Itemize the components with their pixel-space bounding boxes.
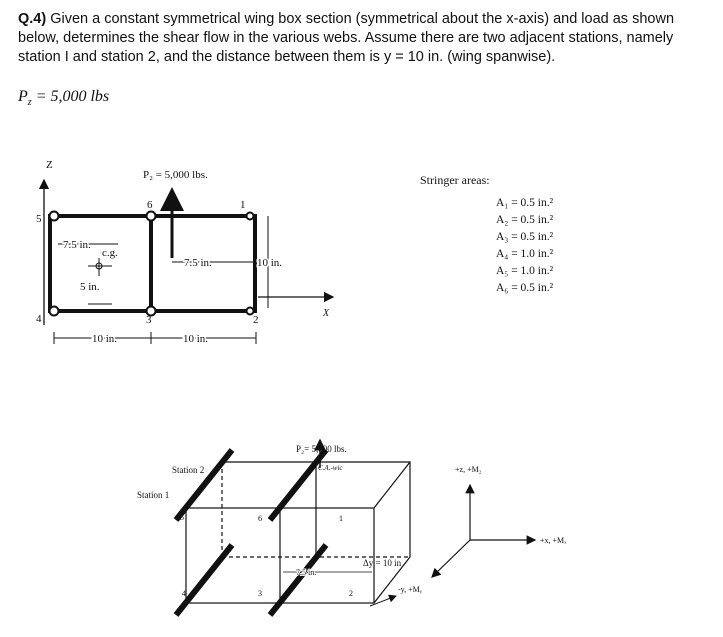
iso-x-label: +x, +Mₓ [540, 536, 567, 545]
node-6: 6 [147, 199, 153, 211]
dim-10-vertical: 10 in. [257, 257, 283, 269]
svg-text:4: 4 [182, 589, 186, 598]
load-line: $P_z = 5,000$ lbs [18, 88, 110, 109]
stringer-6 [147, 212, 156, 221]
isometric-view [137, 440, 567, 615]
svg-text:6: 6 [258, 514, 262, 523]
svg-text:5: 5 [180, 513, 184, 522]
question-body: Given a constant symmetrical wing box section (symmetrical about the x-axis) and load as shown below, determines the shear flow in the various webs. Assume there are two adjacent stations, namely station I and station 2, and the distance between them is y = 10 in. (wing spanwise). [18, 11, 675, 65]
svg-text:1: 1 [339, 514, 343, 523]
stringer-1 [247, 213, 254, 220]
iso-stringer-5 [176, 450, 232, 520]
node-3: 3 [146, 314, 152, 326]
stringer-area-5: A₅ = 1.0 in.² [496, 265, 554, 277]
iso-stringer-6 [270, 450, 326, 520]
x-axis-label: X [323, 308, 330, 319]
iso-y-label: -y, +Mᵧ [398, 585, 422, 594]
stringer-area-4: A₄ = 1.0 in.² [496, 248, 554, 260]
iso-stringer-3 [270, 545, 326, 615]
question-number: Q.4) [18, 11, 47, 27]
iso-load-note: C.A.-wic [318, 464, 343, 472]
iso-dim-7-5: 7.5 in. [296, 568, 317, 577]
iso-z-label: +z, +M₂ [455, 465, 482, 474]
stringer-area-6: A₆ = 0.5 in.² [496, 282, 554, 294]
node-5: 5 [36, 213, 42, 225]
iso-y-axis [432, 540, 470, 577]
iso-load-label: P₂= 5,000 lbs. [296, 444, 347, 454]
stringer-area-2: A₂ = 0.5 in.² [496, 214, 554, 226]
svg-text:3: 3 [258, 589, 262, 598]
svg-text:2: 2 [349, 589, 353, 598]
cross-section [36, 159, 333, 345]
stringer-4 [50, 307, 59, 316]
dim-7-5-left: 7.5 in. [63, 239, 91, 251]
stringer-5 [50, 212, 59, 221]
dim-7-5-mid: 7.5 in. [184, 257, 212, 269]
iso-delta-y: Δy = 10 in [363, 558, 402, 568]
load-label: P₂ = 5,000 lbs. [143, 169, 208, 181]
dim-10-b: 10 in. [183, 333, 209, 345]
station-2-label: Station 2 [172, 465, 205, 475]
stringer-title: Stringer areas: [420, 173, 490, 187]
dim-5: 5 in. [80, 281, 100, 293]
station-1-label: Station 1 [137, 490, 170, 500]
node-1: 1 [240, 199, 246, 211]
dim-10-a: 10 in. [92, 333, 118, 345]
stringer-area-3: A₃ = 0.5 in.² [496, 231, 554, 243]
node-2: 2 [253, 314, 259, 326]
node-4: 4 [36, 313, 42, 325]
stringer-areas [420, 173, 554, 294]
stringer-area-1: A₁ = 0.5 in.² [496, 197, 554, 209]
z-axis-label: Z [46, 159, 53, 171]
iso-stringer-4 [176, 545, 232, 615]
cg-label: c.g. [102, 247, 118, 259]
